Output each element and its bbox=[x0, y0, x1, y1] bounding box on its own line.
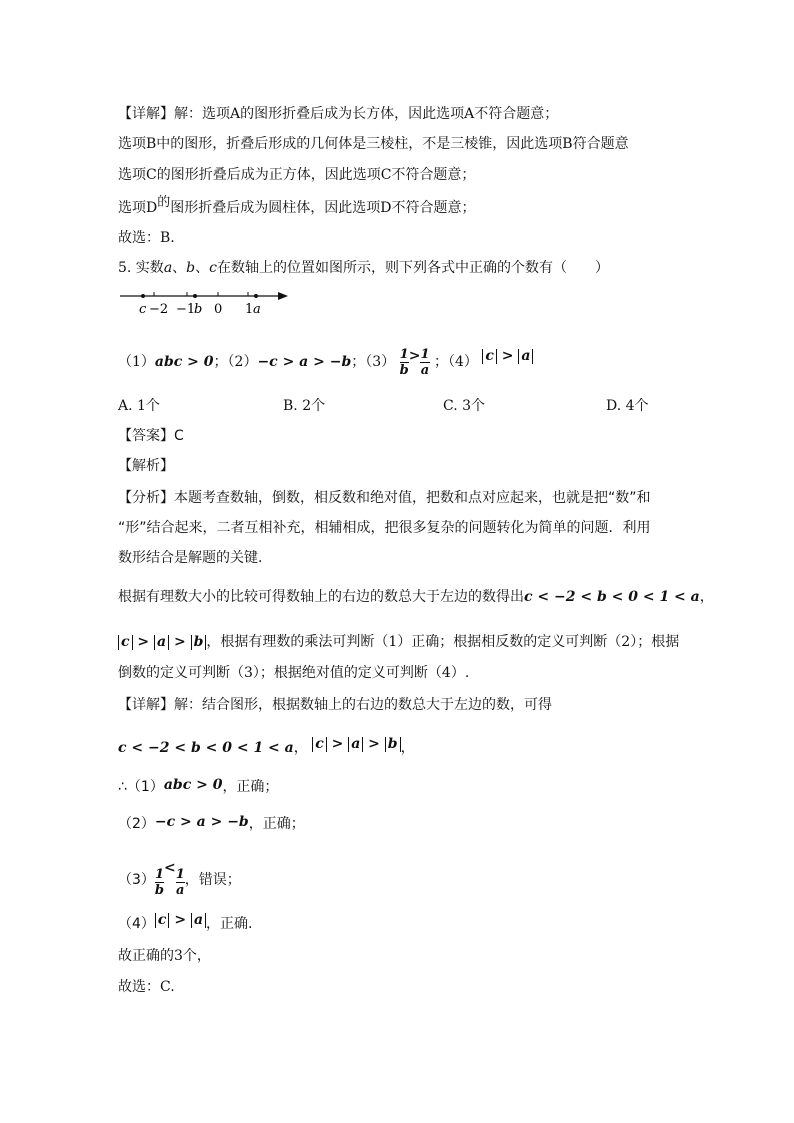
question-5-stem bbox=[118, 258, 609, 278]
text: 故选：B. bbox=[118, 230, 175, 246]
detail-text: 解：选项A的图形折叠后成为长方体，因此选项A不符合题意； bbox=[174, 106, 559, 122]
step-4: （4） c > a ，正确. bbox=[118, 912, 253, 932]
label-minus1: −1 bbox=[176, 302, 196, 317]
text: （4） bbox=[118, 916, 155, 932]
label-minus2: −2 bbox=[149, 302, 169, 317]
point-c bbox=[141, 294, 145, 298]
text: ；（3） bbox=[351, 354, 396, 370]
detail-tag: 【详解】 bbox=[118, 106, 174, 122]
text: 根据有理数大小的比较可得数轴上的右边的数总大于左边的数得出 bbox=[118, 589, 524, 605]
frac-num: 1 bbox=[175, 867, 185, 882]
abs-content: b bbox=[193, 634, 204, 650]
text: （1） bbox=[118, 354, 155, 370]
reason-line-3: 倒数的定义可判断（3）；根据绝对值的定义可判断（4）. bbox=[118, 665, 470, 681]
text: ，根据有理数的乘法可判断（1）正确；根据相反数的定义可判断（2）；根据 bbox=[206, 634, 680, 650]
text: ，正确； bbox=[222, 779, 279, 795]
text: ，正确； bbox=[248, 816, 305, 832]
frac-num: 1 bbox=[154, 867, 164, 882]
abs-b bbox=[385, 737, 401, 752]
inequality-chain: c < −2 < b < 0 < 1 < a bbox=[524, 589, 700, 605]
text: ，正确. bbox=[206, 916, 253, 932]
var-a: a bbox=[163, 260, 173, 276]
text: ， bbox=[699, 589, 714, 605]
expr: −c > a > −b bbox=[154, 814, 249, 830]
frac-1-over-a bbox=[420, 347, 429, 378]
frac-den: b bbox=[154, 883, 165, 898]
abs-b bbox=[191, 635, 207, 650]
label-c: c bbox=[139, 302, 147, 317]
text: 选项B中的图形，折叠后形成的几何体是三棱柱，不是三棱锥，因此选项B符合题意 bbox=[118, 136, 629, 152]
detail-line-5 bbox=[118, 228, 175, 248]
text: （2） bbox=[118, 816, 155, 832]
frac-1-over-a bbox=[176, 867, 185, 898]
abs-a bbox=[518, 349, 533, 364]
fenxi-line-2: “形”结合起来，二者互相补充，相辅相成，把很多复杂的问题转化为简单的问题．利用 bbox=[118, 520, 651, 536]
option-a: A. 1个 bbox=[118, 398, 160, 414]
abs-content: a bbox=[351, 736, 361, 752]
label-1: 1 bbox=[245, 302, 254, 317]
abs-content: a bbox=[157, 634, 167, 650]
text: 、 bbox=[172, 260, 187, 276]
frac-num: 1 bbox=[399, 346, 409, 362]
frac-den: b bbox=[399, 362, 409, 378]
abs-c bbox=[155, 913, 170, 928]
question-5-items: （1）abc > 0；（2）−c > a > −b；（3） $\frac{1}{b}$ > $\frac{1}{a}$ ；（4） c > a bbox=[118, 334, 533, 378]
step-1 bbox=[118, 775, 278, 797]
text: 图形折叠后成为圆柱体，因此选项D不符合题意； bbox=[170, 200, 476, 216]
abs-a bbox=[154, 635, 169, 650]
gt-sign: > bbox=[408, 348, 421, 364]
frac-den: a bbox=[176, 883, 185, 898]
frac-num: 1 bbox=[420, 346, 430, 362]
final-answer: 故选：C. bbox=[118, 979, 175, 995]
text: ，错误； bbox=[184, 872, 241, 888]
detail-line-4 bbox=[118, 195, 476, 219]
detail-line-1 bbox=[118, 104, 558, 124]
text: 的 bbox=[157, 195, 171, 210]
abs-c bbox=[312, 737, 327, 752]
abs-content: c bbox=[315, 736, 324, 752]
detail2-line-1: 【详解】解：结合图形，根据数轴上的右边的数总大于左边的数，可得 bbox=[118, 697, 552, 713]
reason-line-1 bbox=[118, 587, 714, 607]
frac-1-over-b bbox=[400, 347, 409, 378]
text: ；（4） bbox=[433, 354, 478, 370]
abs-content: c bbox=[157, 912, 167, 928]
label-0: 0 bbox=[214, 302, 223, 317]
point-a bbox=[254, 294, 258, 298]
text: （3） bbox=[118, 872, 155, 888]
detail2-chain: c < −2 < b < 0 < 1 < a， c > a > b ， bbox=[118, 736, 415, 756]
options-row bbox=[118, 396, 678, 416]
label-b: b bbox=[194, 302, 203, 317]
abs-content: a bbox=[193, 912, 204, 928]
abs-a bbox=[191, 913, 206, 928]
expr-2: −c > a > −b bbox=[257, 354, 352, 370]
text: 选项D bbox=[118, 200, 158, 216]
frac-den: a bbox=[420, 362, 430, 378]
text: 5. 实数 bbox=[118, 260, 164, 276]
lt-sign: < bbox=[164, 860, 176, 876]
abs-content: b bbox=[387, 736, 398, 752]
abs-content: c bbox=[121, 634, 130, 650]
inequality-chain: c < −2 < b < 0 < 1 < a bbox=[118, 740, 294, 756]
count-line: 故正确的3个， bbox=[118, 948, 211, 964]
abs-a bbox=[348, 737, 363, 752]
abs-c bbox=[482, 349, 497, 364]
option-b: B. 2个 bbox=[283, 398, 326, 414]
abs-content: c bbox=[485, 348, 494, 364]
text: ， bbox=[293, 740, 308, 756]
var-c: c bbox=[209, 260, 217, 276]
text: 、 bbox=[195, 260, 210, 276]
step-3 bbox=[118, 846, 241, 898]
abs-c bbox=[118, 635, 133, 650]
option-d: D. 4个 bbox=[606, 398, 649, 414]
fenxi-line-1: 【分析】本题考查数轴，倒数，相反数和绝对值，把数和点对应起来，也就是把“数”和 bbox=[118, 490, 651, 506]
detail-line-3 bbox=[118, 165, 475, 185]
text: ∴（1） bbox=[118, 779, 164, 795]
option-c: C. 3个 bbox=[443, 398, 486, 414]
answer: 【答案】C bbox=[118, 428, 184, 444]
abs-content: a bbox=[521, 348, 531, 364]
axis-arrow bbox=[278, 292, 288, 300]
detail-line-2 bbox=[118, 134, 629, 154]
fenxi-line-3: 数形结合是解题的关键. bbox=[118, 550, 263, 566]
point-b bbox=[193, 294, 197, 298]
text: ；（2） bbox=[213, 354, 258, 370]
expr-1: abc > 0 bbox=[154, 354, 214, 370]
text: ， bbox=[400, 740, 415, 756]
expr: abc > 0 bbox=[163, 777, 223, 793]
analysis-title: 【解析】 bbox=[118, 458, 174, 474]
frac-1-over-b bbox=[155, 867, 164, 898]
label-a: a bbox=[253, 302, 261, 317]
number-line bbox=[118, 287, 290, 319]
text: 选项C的图形折叠后成为正方体，因此选项C不符合题意； bbox=[118, 167, 476, 183]
reason-line-2: c > a > b ，根据有理数的乘法可判断（1）正确；根据相反数的定义可判断（2）；根据 bbox=[118, 632, 679, 652]
var-b: b bbox=[186, 260, 196, 276]
text: 在数轴上的位置如图所示，则下列各式中正确的个数有（ ） bbox=[216, 260, 609, 276]
step-2 bbox=[118, 812, 305, 834]
